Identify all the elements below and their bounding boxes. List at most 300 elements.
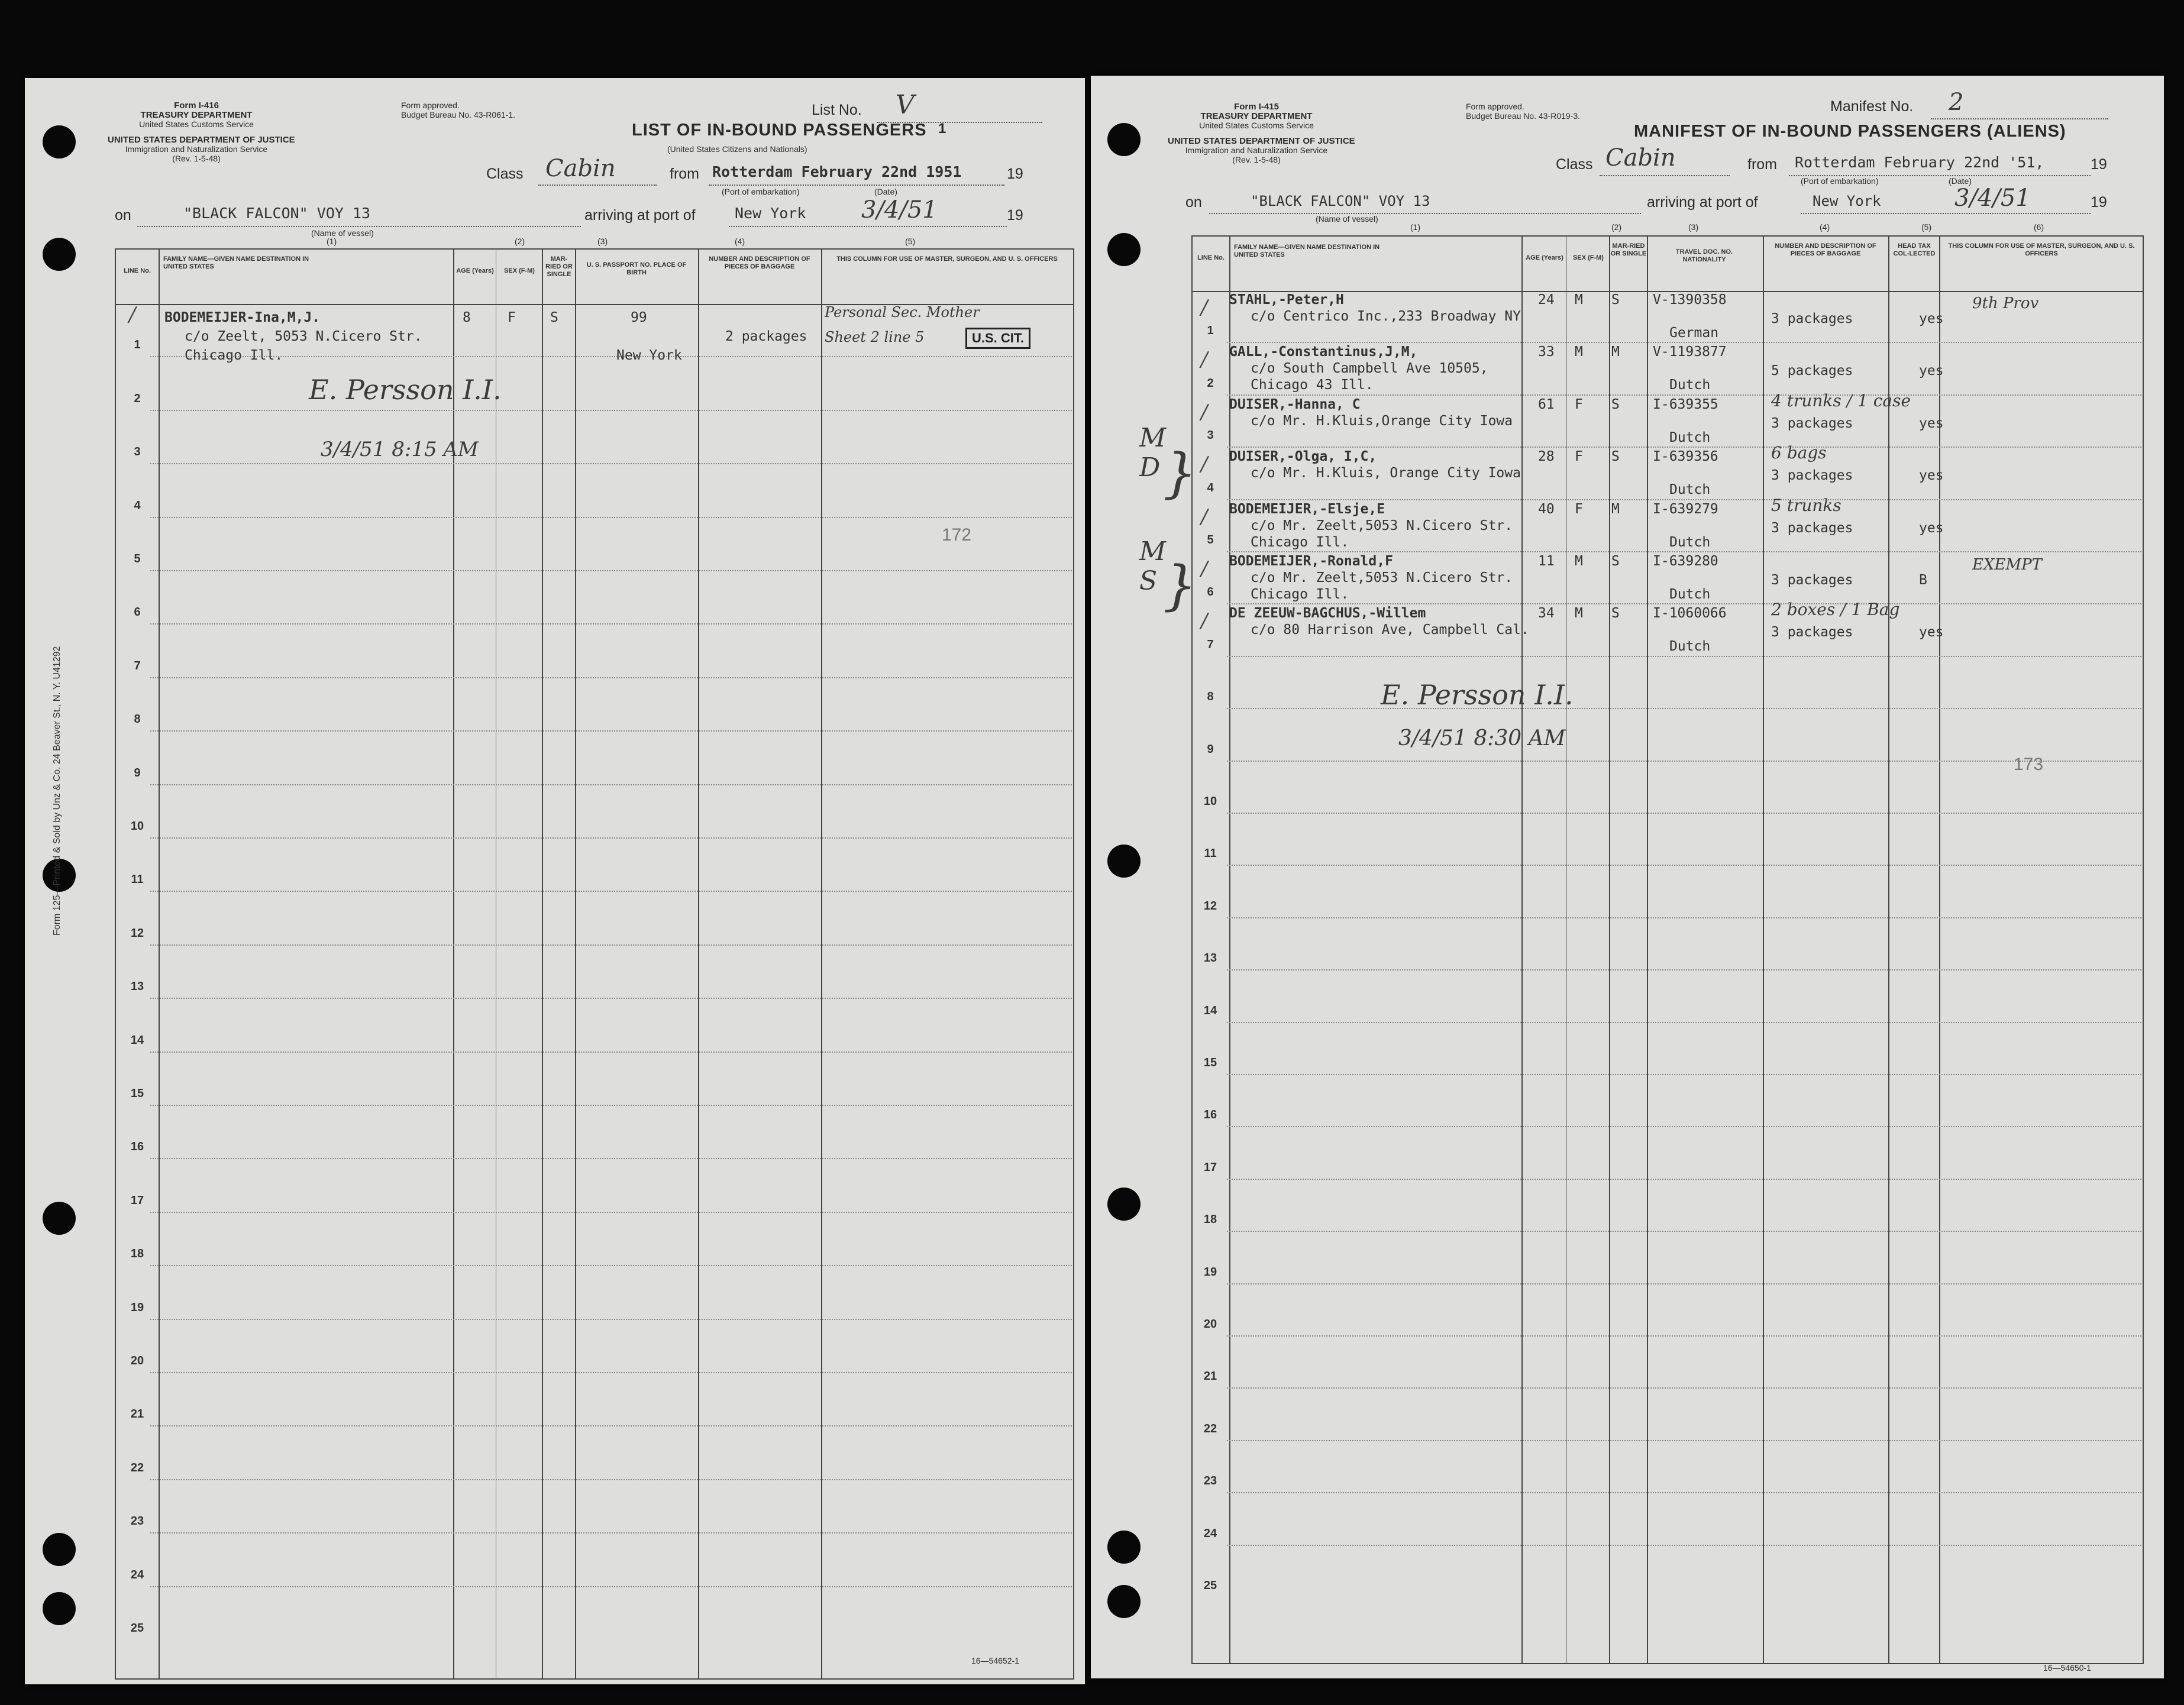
class-label: Class — [486, 166, 524, 182]
row-rule — [1227, 603, 2141, 604]
check-mark: / — [1201, 452, 1208, 477]
travel-doc-number: I-639356 — [1653, 449, 1718, 465]
passenger-age: 40 — [1538, 501, 1555, 517]
punch-hole — [1107, 123, 1141, 156]
passenger-sex: M — [1575, 344, 1583, 360]
manifest-aliens-sheet — [1091, 76, 2164, 1678]
form-id: Form I-415 — [1234, 102, 1279, 112]
line-number: 10 — [130, 820, 144, 833]
check-mark: / — [1201, 348, 1208, 372]
line-number: 6 — [1207, 585, 1214, 599]
row-rule — [1227, 1492, 2141, 1493]
line-number: 10 — [1203, 795, 1217, 808]
line-number: 22 — [1203, 1422, 1217, 1435]
dept-justice: UNITED STATES DEPARTMENT OF JUSTICE — [108, 135, 295, 145]
nationality: Dutch — [1669, 377, 1711, 393]
year-suffix: 19 — [2091, 156, 2107, 173]
from-value: Rotterdam February 22nd '51, — [1795, 154, 2044, 171]
col-header-officers: THIS COLUMN FOR USE OF MASTER, SURGEON, AND U. S. OFFICERS — [1948, 242, 2135, 257]
from-label: from — [670, 166, 699, 182]
inspector-signature: E. Persson I.I. — [1381, 679, 1574, 711]
budget-bureau: Budget Bureau No. 43-R019-3. — [1466, 111, 1581, 121]
officer-note: EXEMPT — [1972, 556, 2042, 574]
passenger-sex: F — [1575, 396, 1583, 412]
passenger-destination: c/o Mr. H.Kluis, Orange City Iowa — [1251, 465, 1521, 481]
row-rule — [150, 623, 1072, 625]
col-number: (6) — [2034, 222, 2044, 232]
passenger-age: 11 — [1538, 554, 1555, 569]
place-of-birth: New York — [616, 348, 682, 363]
col-header-line: LINE No. — [124, 267, 151, 274]
on-label: on — [115, 207, 131, 224]
line-number: 17 — [130, 1193, 144, 1207]
passenger-marital-status: S — [1611, 292, 1620, 308]
row-rule — [1227, 342, 2141, 343]
line-number: 1 — [134, 338, 141, 352]
passport-number: 99 — [631, 310, 647, 325]
vessel-name: "BLACK FALCON" VOY 13 — [1251, 193, 1430, 209]
head-tax: B — [1919, 572, 1927, 588]
line-number: 7 — [1207, 638, 1214, 651]
col-header-passport: U. S. PASSPORT NO. PLACE OF BIRTH — [586, 261, 687, 276]
vessel-name: "BLACK FALCON" VOY 13 — [183, 205, 371, 222]
passenger-name: STAHL,-Peter,H — [1229, 292, 1344, 308]
dept-immigration: Immigration and Naturalization Service — [125, 144, 268, 154]
passenger-marital-status: S — [1611, 449, 1620, 465]
year-suffix-2: 19 — [2091, 194, 2107, 211]
nationality: Dutch — [1669, 482, 1711, 498]
punch-hole — [1107, 233, 1141, 266]
passenger-sex: F — [1575, 501, 1583, 517]
line-number: 16 — [1203, 1108, 1217, 1122]
arriving-label: arriving at port of — [1647, 194, 1758, 211]
passenger-marital-status: M — [1611, 501, 1620, 517]
line-number: 8 — [1207, 690, 1214, 704]
col-number: (1) — [1410, 222, 1421, 232]
row-rule — [150, 1052, 1072, 1053]
nationality: Dutch — [1669, 587, 1711, 602]
row-rule — [1227, 708, 2141, 709]
passenger-destination: c/o Mr. Zeelt,5053 N.Cicero Str. — [1251, 517, 1513, 533]
line-number: 6 — [134, 606, 141, 619]
row-rule — [150, 517, 1072, 518]
row-rule — [150, 1425, 1072, 1426]
officer-note: 9th Prov — [1972, 295, 2039, 312]
travel-doc-number: V-1390358 — [1653, 292, 1727, 308]
passenger-destination-city: Chicago 43 Ill. — [1251, 377, 1374, 393]
list-no-label: List No. — [812, 102, 862, 118]
line-number: 12 — [1203, 899, 1217, 913]
line-number: 21 — [130, 1408, 144, 1421]
punch-hole — [1107, 1531, 1141, 1564]
year-suffix: 19 — [1007, 166, 1023, 182]
row-rule — [150, 1586, 1072, 1587]
passenger-destination: c/o Mr. Zeelt,5053 N.Cicero Str. — [1251, 570, 1513, 585]
punch-hole — [43, 1592, 76, 1625]
row-rule — [1227, 969, 2141, 970]
passenger-destination: c/o Mr. H.Kluis,Orange City Iowa — [1251, 413, 1513, 429]
travel-doc-number: I-639355 — [1653, 396, 1718, 412]
travel-doc-number: I-639279 — [1653, 501, 1718, 517]
dept-justice: UNITED STATES DEPARTMENT OF JUSTICE — [1168, 136, 1355, 146]
baggage-description: 3 packages — [1771, 520, 1853, 536]
passenger-destination: c/o Centrico Inc.,233 Broadway NY — [1251, 309, 1521, 324]
baggage-description: 2 packages — [725, 329, 807, 344]
passenger-marital-status: M — [1611, 344, 1620, 360]
dept-treasury: TREASURY DEPARTMENT — [140, 110, 253, 120]
margin-brace-2: } — [1163, 555, 1197, 617]
arriving-label: arriving at port of — [584, 207, 696, 224]
row-rule — [1227, 1387, 2141, 1389]
row-rule — [1227, 394, 2141, 396]
line-number: 8 — [134, 713, 141, 726]
line-number: 4 — [1207, 481, 1214, 494]
signature-date: 3/4/51 8:15 AM — [321, 438, 479, 461]
port-embarkation-caption: (Port of embarkation) — [722, 187, 800, 196]
row-rule — [1227, 1022, 2141, 1023]
punch-hole — [43, 238, 76, 271]
passenger-name: DUISER,-Hanna, C — [1229, 396, 1361, 412]
manifest-no-label: Manifest No. — [1830, 98, 1914, 115]
row-rule — [1227, 1126, 2141, 1127]
passenger-name: BODEMEIJER,-Ronald,F — [1229, 554, 1393, 569]
passenger-marital-status: S — [1611, 606, 1620, 622]
head-tax: yes — [1919, 520, 1944, 536]
passenger-destination-city: Chicago Ill. — [1251, 587, 1349, 602]
row-rule — [150, 1479, 1072, 1480]
row-rule — [1227, 1179, 2141, 1180]
passenger-sex: M — [1575, 554, 1583, 569]
col-number: (1) — [327, 237, 337, 246]
row-rule — [1227, 447, 2141, 448]
row-rule — [1227, 813, 2141, 814]
punch-hole — [43, 1202, 76, 1235]
line-number: 14 — [130, 1033, 144, 1047]
passenger-destination: c/o Zeelt, 5053 N.Cicero Str. — [185, 329, 422, 344]
passenger-name: BODEMEIJER-Ina,M,J. — [164, 310, 321, 325]
baggage-description: 3 packages — [1771, 625, 1853, 640]
passenger-sex: F — [1575, 449, 1583, 465]
port-of-arrival: New York — [735, 205, 806, 222]
col-header-age: AGE (Years) — [1526, 254, 1563, 261]
row-rule — [1227, 1074, 2141, 1075]
col-number: (4) — [1820, 222, 1830, 232]
row-rule — [150, 1265, 1072, 1266]
revision: (Rev. 1-5-48) — [1232, 155, 1281, 164]
line-number: 18 — [130, 1247, 144, 1261]
row-rule — [150, 1212, 1072, 1213]
row-rule — [1227, 656, 2141, 657]
line-number: 22 — [130, 1461, 144, 1474]
line-number: 15 — [130, 1087, 144, 1100]
row-rule — [150, 998, 1072, 999]
date-caption: (Date) — [874, 187, 897, 196]
underline — [137, 226, 581, 227]
underline — [1931, 118, 2108, 119]
row-rule — [1227, 499, 2141, 500]
col-number: (5) — [905, 237, 916, 246]
line-number: 9 — [1207, 742, 1214, 756]
port-embarkation-caption: (Port of embarkation) — [1801, 176, 1879, 186]
row-rule — [1227, 865, 2141, 866]
head-tax: yes — [1919, 468, 1944, 484]
row-rule — [150, 356, 1072, 357]
row-rule — [150, 1319, 1072, 1320]
passenger-destination: c/o 80 Harrison Ave, Campbell Cal. — [1251, 622, 1529, 638]
passenger-sex: M — [1575, 606, 1583, 622]
col-header-travel-doc: TRAVEL DOC. NO. NATIONALITY — [1675, 248, 1733, 263]
punch-hole — [1107, 1585, 1141, 1618]
arrival-date: 3/4/51 — [861, 196, 938, 224]
passenger-sex: M — [1575, 292, 1583, 308]
passenger-name: DE ZEEUW-BAGCHUS,-Willem — [1229, 606, 1426, 622]
handwritten-baggage: 5 trunks — [1771, 495, 1841, 515]
passenger-name: DUISER,-Olga, I,C, — [1229, 449, 1377, 465]
inspector-signature: E. Persson I.I. — [309, 374, 502, 406]
row-rule — [150, 1532, 1072, 1533]
form-id: Form I-416 — [174, 101, 219, 111]
col-number: (3) — [597, 237, 608, 246]
row-rule — [150, 570, 1072, 571]
row-rule — [1227, 1545, 2141, 1546]
underline — [1801, 213, 2091, 214]
side-print: Form 125—Printed & Sold by Unz & Co. 24 Beaver St., N. Y. U41292 — [52, 646, 62, 936]
passenger-marital-status: S — [1611, 396, 1620, 412]
line-number: 13 — [1203, 952, 1217, 965]
passenger-age: 33 — [1538, 344, 1555, 360]
page-stamp: 173 — [2014, 755, 2044, 774]
stamp-text: U.S. CIT. — [972, 331, 1025, 345]
class-value: Cabin — [1605, 144, 1676, 172]
underline — [729, 226, 1007, 227]
line-number: 11 — [131, 873, 144, 887]
line-number: 1 — [1207, 324, 1214, 338]
line-number: 20 — [130, 1354, 144, 1367]
row-rule — [150, 677, 1072, 678]
line-number: 25 — [130, 1622, 144, 1635]
row-rule — [150, 1105, 1072, 1106]
head-tax: yes — [1919, 311, 1944, 326]
passenger-age: 61 — [1538, 396, 1555, 412]
travel-doc-number: I-1060066 — [1653, 606, 1727, 622]
col-header-sex: SEX (F-M) — [504, 267, 535, 274]
form-title: MANIFEST OF IN-BOUND PASSENGERS (ALIENS) — [1634, 122, 2066, 141]
passenger-destination: c/o South Campbell Ave 10505, — [1251, 361, 1488, 377]
class-value: Cabin — [545, 155, 616, 182]
baggage-description: 3 packages — [1771, 572, 1853, 588]
check-mark: / — [129, 303, 136, 326]
footer-code: 16—54652-1 — [971, 1656, 1019, 1665]
row-rule — [150, 891, 1072, 892]
signature-date: 3/4/51 8:30 AM — [1398, 726, 1566, 750]
row-rule — [150, 1372, 1072, 1373]
officer-note-2: Sheet 2 line 5 — [825, 329, 925, 345]
line-number: 17 — [1203, 1160, 1217, 1174]
line-number: 5 — [1207, 533, 1214, 546]
manifest-no-value: 2 — [1949, 89, 1964, 116]
line-number: 3 — [134, 445, 141, 459]
row-rule — [1227, 1231, 2141, 1232]
col-number: (4) — [735, 237, 745, 246]
passenger-name: GALL,-Constantinus,J,M, — [1229, 344, 1418, 360]
dept-treasury: TREASURY DEPARTMENT — [1200, 111, 1313, 121]
punch-hole — [43, 125, 76, 158]
col-header-sex: SEX (F-M) — [1573, 254, 1604, 261]
us-citizen-stamp — [965, 328, 1030, 349]
col-header-head-tax: HEAD TAX COL-LECTED — [1893, 242, 1936, 257]
col-header-officers: THIS COLUMN FOR USE OF MASTER, SURGEON, AND U. S. OFFICERS — [836, 255, 1058, 263]
revision: (Rev. 1-5-48) — [172, 154, 221, 163]
vessel-caption: (Name of vessel) — [1316, 214, 1378, 224]
from-value: Rotterdam February 22nd 1951 — [712, 163, 962, 180]
handwritten-baggage: 4 trunks / 1 case — [1771, 390, 1911, 410]
passenger-age: 24 — [1538, 292, 1555, 308]
baggage-description: 3 packages — [1771, 415, 1853, 431]
line-number: 19 — [130, 1300, 144, 1314]
line-number: 14 — [1203, 1004, 1217, 1017]
col-header-name: FAMILY NAME—GIVEN NAME DESTINATION IN UNITED STATES — [1234, 244, 1380, 258]
col-header-baggage: NUMBER AND DESCRIPTION OF PIECES OF BAGGAGE — [709, 255, 810, 270]
head-tax: yes — [1919, 625, 1944, 640]
underline — [538, 185, 657, 186]
row-rule — [150, 1158, 1072, 1159]
baggage-description: 3 packages — [1771, 468, 1853, 484]
line-number: 19 — [1203, 1265, 1217, 1279]
class-label: Class — [1556, 156, 1593, 173]
travel-doc-number: V-1193877 — [1653, 344, 1727, 360]
line-number: 25 — [1203, 1579, 1217, 1592]
line-number: 2 — [1207, 376, 1214, 390]
line-number: 4 — [134, 499, 141, 512]
officer-note: Personal Sec. Mother — [825, 304, 980, 321]
dept-customs: United States Customs Service — [1199, 121, 1314, 130]
form-subtitle: (United States Citizens and Nationals) — [667, 144, 807, 154]
line-number: 15 — [1203, 1056, 1217, 1069]
nationality: Dutch — [1669, 429, 1711, 445]
passenger-marital-status: S — [550, 310, 558, 325]
col-number: (2) — [1611, 222, 1622, 232]
underline — [709, 185, 1004, 186]
row-rule — [1227, 1283, 2141, 1285]
row-rule — [150, 784, 1072, 785]
head-tax: yes — [1919, 363, 1944, 379]
vessel-caption: (Name of vessel) — [311, 228, 374, 238]
row-rule — [150, 410, 1072, 411]
on-label: on — [1185, 194, 1202, 211]
year-suffix-2: 19 — [1007, 207, 1023, 224]
line-number: 3 — [1207, 429, 1214, 442]
passenger-destination-city: Chicago Ill. — [1251, 534, 1349, 550]
underline — [1600, 175, 1730, 176]
page-stamp: 172 — [942, 525, 972, 545]
handwritten-baggage: 6 bags — [1771, 443, 1827, 463]
row-rule — [1227, 1440, 2141, 1441]
col-header-married: MAR-RIED OR SINGLE — [545, 255, 573, 278]
nationality: Dutch — [1669, 534, 1711, 550]
form-title: LIST OF IN-BOUND PASSENGERS — [632, 121, 927, 140]
row-rule — [150, 837, 1072, 839]
handwritten-baggage: 2 boxes / 1 Bag — [1771, 600, 1900, 620]
margin-note-md: M D — [1139, 423, 1167, 483]
line-number: 12 — [130, 926, 144, 940]
line-number: 9 — [134, 766, 141, 779]
list-in-bound-passengers-sheet — [25, 78, 1085, 1684]
line-number: 13 — [130, 980, 144, 994]
punch-hole — [1107, 1188, 1141, 1221]
check-mark: / — [1201, 504, 1208, 529]
line-number: 5 — [134, 552, 141, 565]
passenger-age: 28 — [1538, 449, 1555, 465]
line-number: 23 — [1203, 1474, 1217, 1488]
date-caption: (Date) — [1949, 176, 1972, 186]
line-number: 20 — [1203, 1318, 1217, 1331]
col-number: (2) — [515, 237, 525, 246]
port-of-arrival: New York — [1813, 193, 1881, 209]
dept-customs: United States Customs Service — [139, 119, 254, 129]
check-mark: / — [1201, 557, 1208, 581]
line-number: 11 — [1204, 847, 1217, 860]
head-tax: yes — [1919, 415, 1944, 431]
row-rule — [1227, 1335, 2141, 1337]
row-rule — [150, 463, 1072, 464]
line-number: 24 — [130, 1568, 144, 1581]
line-number: 24 — [1203, 1526, 1217, 1540]
footer-code: 16—54650-1 — [2043, 1663, 2091, 1672]
col-header-married: MAR-RIED OR SINGLE — [1610, 242, 1647, 257]
nationality: Dutch — [1669, 639, 1711, 655]
check-mark: / — [1201, 296, 1208, 319]
line-number: 16 — [130, 1140, 144, 1154]
passenger-destination-city: Chicago Ill. — [185, 348, 283, 363]
passenger-name: BODEMEIJER,-Elsje,E — [1229, 501, 1385, 517]
line-number: 18 — [1203, 1213, 1217, 1227]
baggage-description: 3 packages — [1771, 311, 1853, 326]
col-number: (3) — [1688, 222, 1699, 232]
punch-hole — [1107, 845, 1141, 878]
line-number: 7 — [134, 659, 141, 672]
form-title-number: 1 — [938, 121, 947, 137]
arrival-date: 3/4/51 — [1954, 185, 2031, 212]
dept-immigration: Immigration and Naturalization Service — [1185, 145, 1328, 155]
check-mark: / — [1201, 400, 1208, 424]
budget-bureau: Budget Bureau No. 43-R061-1. — [401, 110, 516, 119]
passenger-age: 8 — [463, 310, 471, 325]
underline — [1209, 213, 1641, 214]
passenger-marital-status: S — [1611, 554, 1620, 569]
baggage-description: 5 packages — [1771, 363, 1853, 379]
line-number: 2 — [134, 392, 141, 405]
list-no-value: V — [896, 90, 915, 120]
col-header-baggage: NUMBER AND DESCRIPTION OF PIECES OF BAGGAGE — [1775, 242, 1876, 257]
margin-note-ms: M S — [1139, 536, 1167, 596]
col-number: (5) — [1921, 222, 1932, 232]
col-header-name: FAMILY NAME—GIVEN NAME DESTINATION IN UNITED STATES — [163, 255, 309, 270]
margin-brace: } — [1163, 442, 1197, 504]
col-header-line: LINE No. — [1197, 254, 1225, 261]
row-rule — [150, 730, 1072, 732]
check-mark: / — [1201, 609, 1208, 633]
row-rule — [1227, 551, 2141, 552]
punch-hole — [43, 1533, 76, 1566]
row-rule — [150, 944, 1072, 946]
passenger-age: 34 — [1538, 606, 1555, 622]
form-approved: Form approved. — [1466, 102, 1524, 111]
line-number: 23 — [130, 1515, 144, 1528]
line-number: 21 — [1203, 1370, 1217, 1383]
col-header-age: AGE (Years) — [456, 267, 494, 274]
passenger-sex: F — [508, 310, 516, 325]
row-rule — [1227, 761, 2141, 762]
